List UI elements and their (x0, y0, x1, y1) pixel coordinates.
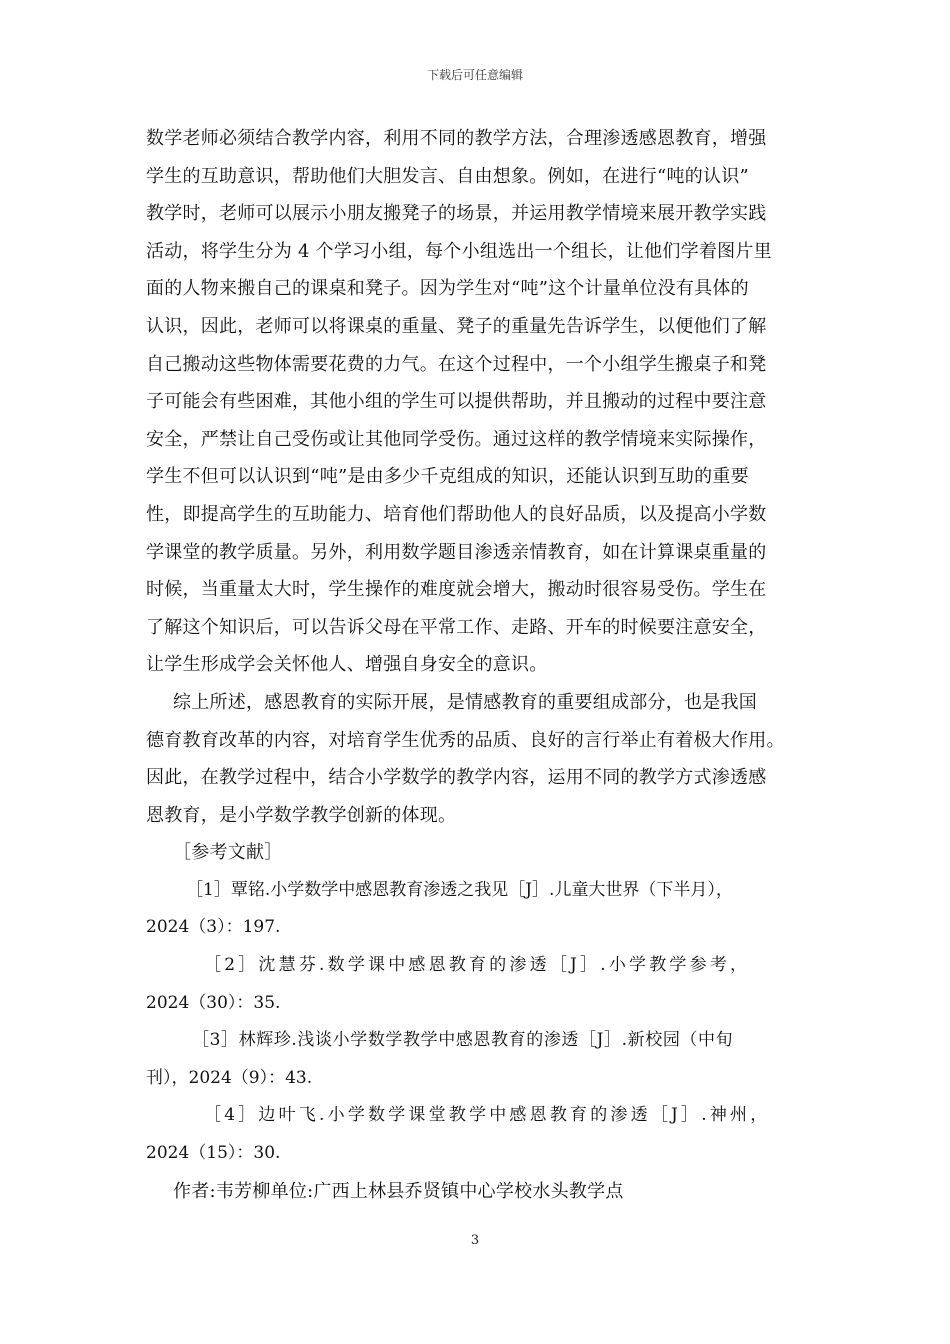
reference-line: 2024（3）：197. (146, 917, 281, 938)
paragraph-2 (146, 684, 806, 834)
paragraph-1 (146, 120, 806, 684)
text-line: 因此，在教学过程中，结合小学数学的教学内容，运用不同的教学方式渗透感 (146, 767, 767, 789)
text-line: 学课堂的教学质量。另外，利用数学题目渗透亲情教育，如在计算课桌重量的 (146, 541, 767, 563)
text-line: 时候，当重量太大时，学生操作的难度就会增大，搬动时很容易受伤。学生在 (146, 579, 767, 601)
reference-line: ［2］沈慧芬.数学课中感恩教育的渗透［J］.小学教学参考， (204, 955, 751, 976)
text-line: 学生的互助意识，帮助他们大胆发言、自由想象。例如，在进行“吨的认识” (146, 165, 749, 187)
text-line: 子可能会有些困难，其他小组的学生可以提供帮助，并且搬动的过程中要注意 (146, 391, 767, 413)
author-line: 作者:韦芳柳单位:广西上林县乔贤镇中心学校水头教学点 (173, 1180, 624, 1202)
text-line: 教学时，老师可以展示小朋友搬凳子的场景，并运用教学情境来展开教学实践 (146, 203, 767, 225)
text-line: 安全，严禁让自己受伤或让其他同学受伤。通过这样的教学情境来实际操作， (146, 428, 767, 450)
text-line: 认识，因此，老师可以将课桌的重量、凳子的重量先告诉学生，以便他们了解 (146, 315, 767, 337)
references-heading: ［参考文献］ (173, 842, 283, 864)
text-line: 性，即提高学生的互助能力、培育他们帮助他人的良好品质，以及提高小学数 (146, 503, 767, 525)
text-line: 活动，将学生分为 4 个学习小组，每个小组选出一个组长，让他们学着图片里 (146, 240, 772, 262)
text-line: 德育教育改革的内容，对培育学生优秀的品质、良好的言行举止有着极大作用。 (146, 729, 785, 751)
reference-line: 2024（15）：30. (146, 1143, 281, 1164)
text-line: 让学生形成学会关怀他人、增强自身安全的意识。 (146, 654, 548, 676)
reference-list (146, 872, 806, 1173)
text-line: 自己搬动这些物体需要花费的力气。在这个过程中，一个小组学生搬桌子和凳 (146, 353, 767, 375)
text-line: 综上所述，感恩教育的实际开展，是情感教育的重要组成部分，也是我国 (173, 691, 757, 713)
text-line: 学生不但可以认识到“吨”是由多少千克组成的知识，还能认识到互助的重要 (146, 466, 749, 488)
reference-item (146, 1097, 806, 1172)
reference-line: ［4］边叶飞.小学数学课堂教学中感恩教育的渗透［J］.神州， (204, 1105, 771, 1126)
reference-item (146, 947, 806, 1022)
text-line: 数学老师必须结合教学内容，利用不同的教学方法，合理渗透感恩教育，增强 (146, 128, 767, 149)
page-number: 3 (470, 1233, 480, 1248)
reference-line: 2024（30）：35. (146, 992, 281, 1013)
document-body (146, 120, 806, 1210)
page-header: 下载后可任意编辑 (426, 68, 523, 82)
text-line: 恩教育，是小学数学教学创新的体现。 (146, 804, 457, 826)
text-line: 了解这个知识后，可以告诉父母在平常工作、走路、开车的时候要注意安全， (146, 616, 767, 638)
reference-item (146, 1022, 806, 1097)
reference-line: ［3］林辉珍.浅谈小学数学教学中感恩教育的渗透［J］.新校园（中旬 (192, 1030, 734, 1051)
text-line: 面的人物来搬自己的课桌和凳子。因为学生对“吨”这个计量单位没有具体的 (146, 278, 749, 300)
reference-item (146, 872, 806, 947)
reference-line: ［1］覃铭.小学数学中感恩教育渗透之我见［J］.儿童大世界（下半月）， (186, 879, 733, 900)
reference-line: 刊），2024（9）：43. (146, 1067, 313, 1088)
